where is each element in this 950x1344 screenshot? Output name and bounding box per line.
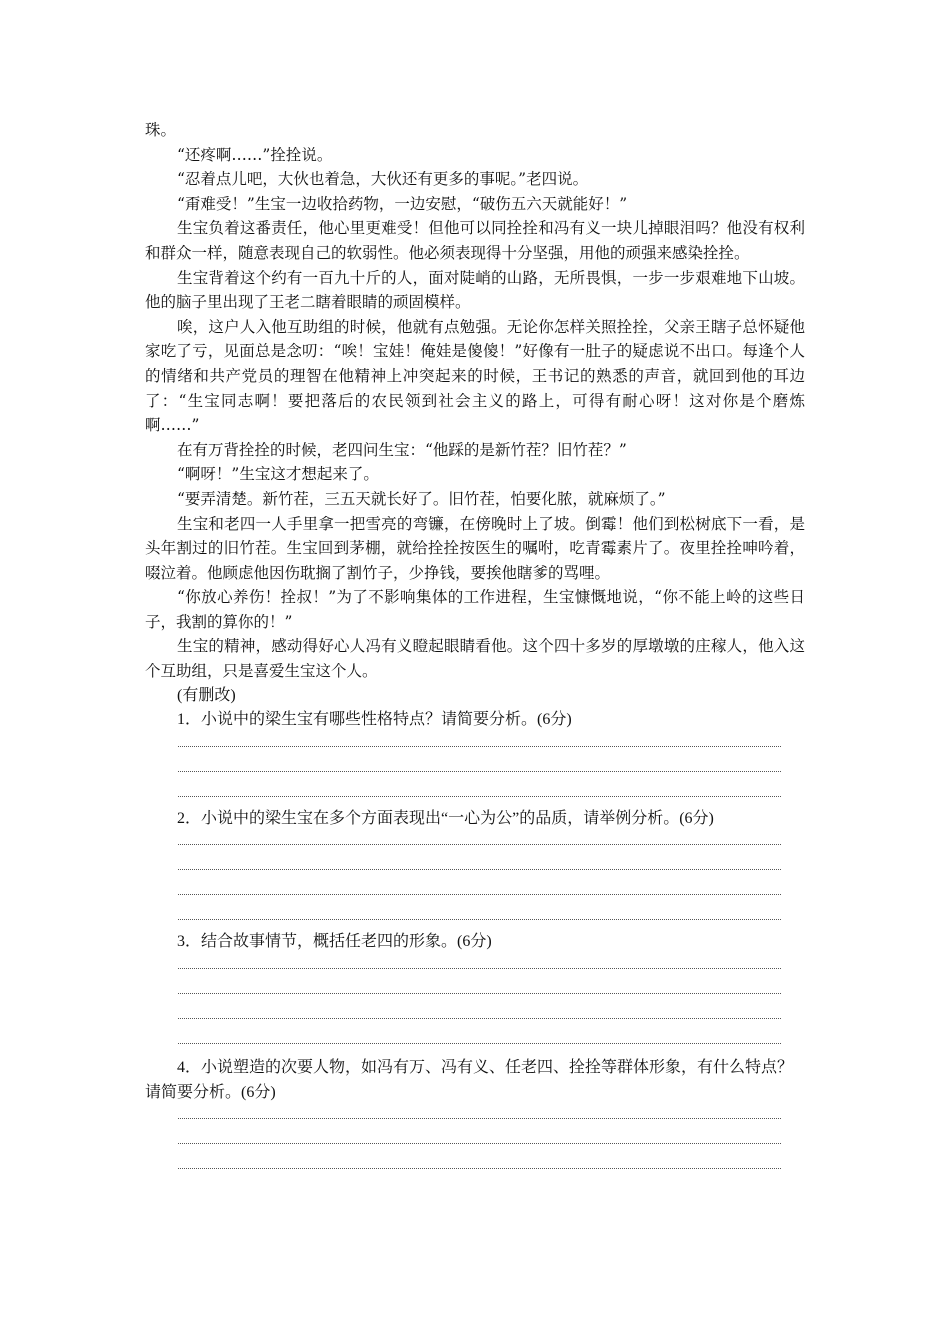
- story-paragraph: “要弄清楚。新竹茬，三五天就长好了。旧竹茬，怕要化脓，就麻烦了。”: [177, 489, 666, 508]
- story-paragraph: 在有万背拴拴的时候，老四问生宝：“他踩的是新竹茬？旧竹茬？”: [177, 440, 627, 459]
- question-2: 2．小说中的梁生宝在多个方面表现出“一心为公”的品质，请举例分析。(6分): [177, 809, 714, 827]
- answer-line[interactable]: [178, 919, 781, 920]
- story-paragraph: “甭难受！”生宝一边收拾药物，一边安慰，“破伤五六天就能好！”: [177, 194, 628, 213]
- answer-line[interactable]: [178, 844, 781, 845]
- story-paragraph: 珠。: [145, 121, 177, 139]
- question-1: 1．小说中的梁生宝有哪些性格特点？请简要分析。(6分): [177, 711, 572, 729]
- story-paragraph: 唉，这户人入他互助组的时候，他就有点勉强。无论你怎样关照拴拴，父亲王瞎子总怀疑他家吃了亏，见面总是念叨：“唉！宝娃！俺娃是傻傻！”好像有一肚子的疑虑说不出口。每逢个人的情绪和共产党员的理智在他精神上冲突起来的时候，王书记的熟悉的声音，就回到他的耳边了：“生宝同志啊！要把落后的农民领到社会主义的路上，可得有耐心呀！这对你是个磨炼啊……”: [145, 317, 805, 435]
- answer-area-3[interactable]: [178, 968, 781, 1044]
- answer-line[interactable]: [178, 1143, 781, 1144]
- story-paragraph: 生宝和老四一人手里拿一把雪亮的弯镰，在傍晚时上了坡。倒霉！他们到松树底下一看，是头年割过的旧竹茬。生宝回到茅棚，就给拴拴按医生的嘱咐，吃青霉素片了。夜里拴拴呻吟着，啜泣着。他顾虑他因伤耽搁了割竹子，少挣钱，要挨他瞎爹的骂哩。: [145, 514, 805, 582]
- answer-line[interactable]: [178, 869, 781, 870]
- document-page: [145, 118, 805, 1169]
- story-paragraph: 生宝负着这番责任，他心里更难受！但他可以同拴拴和冯有义一块儿掉眼泪吗？他没有权利和群众一样，随意表现自己的软弱性。他必须表现得十分坚强，用他的顽强来感染拴拴。: [145, 219, 805, 262]
- answer-line[interactable]: [178, 894, 781, 895]
- answer-area-1[interactable]: [178, 746, 781, 797]
- answer-line[interactable]: [178, 968, 781, 969]
- answer-line[interactable]: [178, 1043, 781, 1044]
- story-paragraph: “还疼啊……”拴拴说。: [177, 145, 333, 164]
- story-paragraph: “你放心养伤！拴叔！”为了不影响集体的工作进程，生宝慷慨地说，“你不能上岭的这些日子，我割的算你的！”: [145, 588, 805, 631]
- story-paragraph: “啊呀！”生宝这才想起来了。: [177, 465, 379, 484]
- story-paragraph: 生宝的精神，感动得好心人冯有义瞪起眼睛看他。这个四十多岁的厚墩墩的庄稼人，他入这个互助组，只是喜爱生宝这个人。: [145, 637, 805, 681]
- answer-line[interactable]: [178, 746, 781, 747]
- story-text: [145, 118, 805, 684]
- answer-line[interactable]: [178, 993, 781, 994]
- answer-line[interactable]: [178, 796, 781, 797]
- question-4: 4．小说塑造的次要人物，如冯有万、冯有义、任老四、拴拴等群体形象，有什么特点？请简要分析。(6分): [145, 1059, 794, 1101]
- answer-area-2[interactable]: [178, 844, 781, 920]
- answer-line[interactable]: [178, 1168, 781, 1169]
- question-3: 3．结合故事情节，概括任老四的形象。(6分): [177, 933, 492, 951]
- answer-line[interactable]: [178, 771, 781, 772]
- question-list: [145, 708, 805, 1169]
- edit-note: (有删改): [177, 686, 236, 704]
- answer-line[interactable]: [178, 1018, 781, 1019]
- answer-line[interactable]: [178, 1118, 781, 1119]
- answer-area-4[interactable]: [178, 1118, 781, 1169]
- story-paragraph: “忍着点儿吧，大伙也着急，大伙还有更多的事呢。”老四说。: [177, 170, 589, 189]
- story-paragraph: 生宝背着这个约有一百九十斤的人，面对陡峭的山路，无所畏惧，一步一步艰难地下山坡。他的脑子里出现了王老二瞎着眼睛的顽固模样。: [145, 268, 805, 312]
